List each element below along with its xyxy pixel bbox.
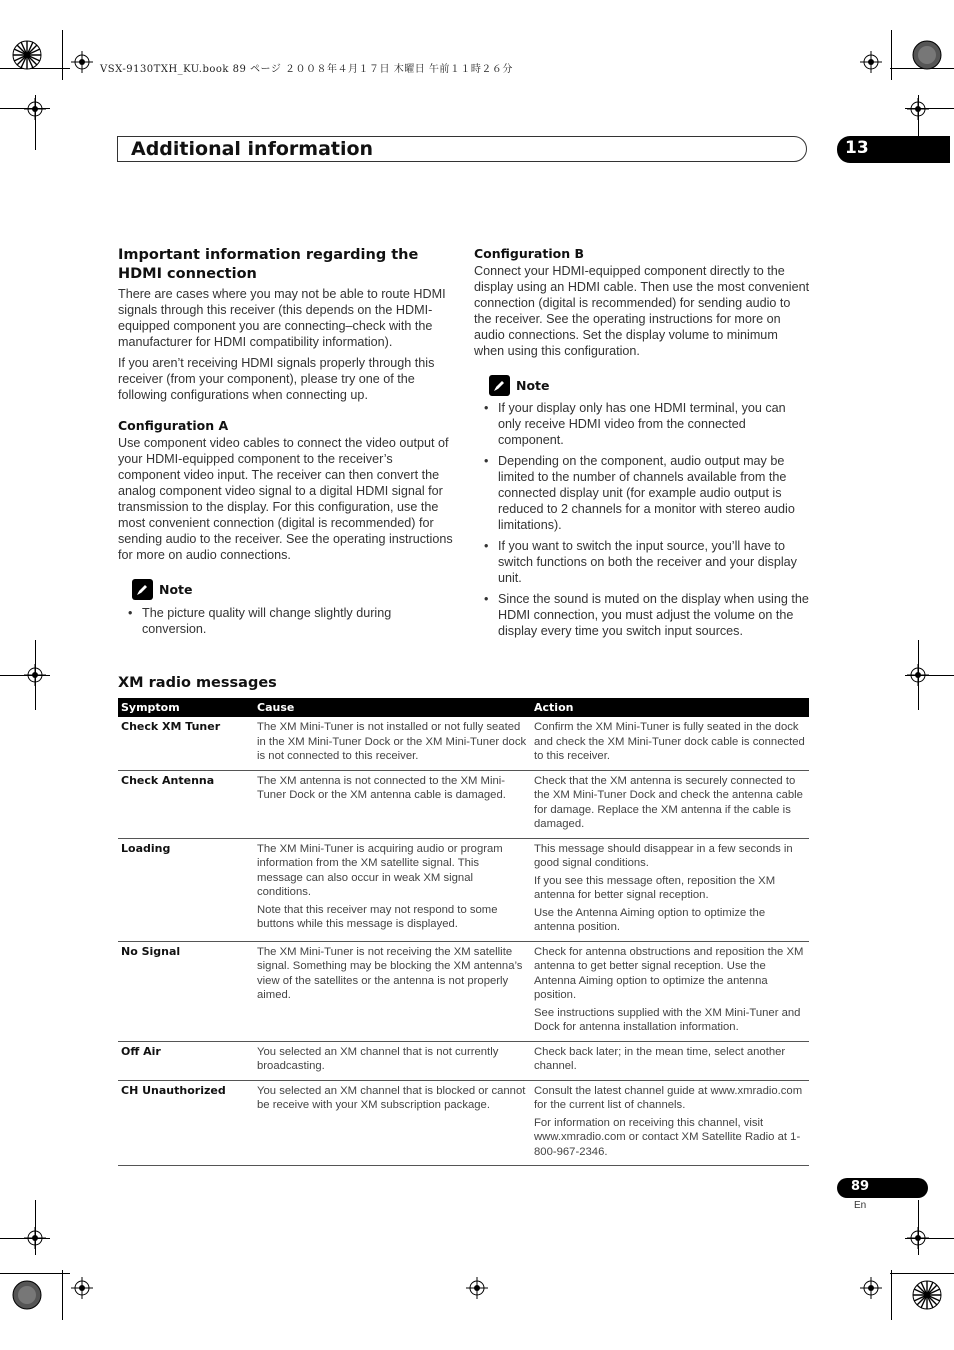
symptom-cell: Check XM Tuner: [118, 717, 254, 770]
action-text: If you see this message often, reposition the XM antenna for better signal reception.: [534, 874, 776, 901]
list-item: • The picture quality will change slightly during conversion.: [118, 605, 454, 637]
table-row: [118, 941, 809, 1041]
action-text: For information on receiving this channel, visit www.xmradio.com or contact XM Satellite Radio at 1-800-967-2346.: [534, 1116, 801, 1158]
action-text: Check back later; in the mean time, select another channel.: [534, 1045, 786, 1072]
cause-cell: [254, 838, 531, 941]
symptom-cell: Off Air: [118, 1041, 254, 1080]
table-row: [118, 717, 809, 770]
note-list: [474, 400, 810, 639]
action-cell: [531, 770, 809, 838]
cause-text: You selected an XM channel that is blocked or cannot be receive with your XM subscription package.: [257, 1084, 526, 1111]
config-a-text: Use component video cables to connect the video output of your HDMI-equipped component to the receiver’s component video input. The receiver can then convert the analog component video signal to a digital HDMI signal for transmission to the display. For this configuration, use the most convenient connection (digital is recommended) for sending audio to the receiver. See the operating instructions for more on audio connections.: [118, 436, 453, 562]
cause-text: The XM Mini-Tuner is acquiring audio or program information from the XM satellite signal. This message can also occur in weak XM signal conditions.: [257, 842, 503, 898]
action-cell: [531, 1080, 809, 1166]
list-item: • Since the sound is muted on the display when using the HDMI connection, you must adjust the volume on the display every time you switch input sources.: [474, 591, 810, 639]
cause-text: The XM Mini-Tuner is not installed or not fully seated in the XM Mini-Tuner Dock or the XM Mini-Tuner dock is not connected to this receiver.: [257, 721, 527, 762]
cause-cell: [254, 1080, 531, 1166]
hdmi-heading: Important information regarding the HDMI connection: [118, 247, 419, 282]
action-cell: [531, 838, 809, 941]
right-column: [474, 246, 810, 644]
note-list: [118, 605, 454, 637]
action-text: Confirm the XM Mini-Tuner is fully seated in the dock and check the XM Mini-Tuner dock cable is connected to this receiver.: [534, 721, 805, 762]
symptom-cell: Check Antenna: [118, 770, 254, 838]
table-row: [118, 770, 809, 838]
cause-cell: [254, 1041, 531, 1080]
xm-messages-table: [118, 698, 809, 1166]
registration-target-icon: [860, 1277, 882, 1299]
chapter-number: 13: [845, 138, 869, 158]
registration-target-icon: [24, 98, 46, 120]
column-header-action: Action: [531, 698, 809, 717]
list-item: • If your display only has one HDMI terminal, you can only receive HDMI video from the connected component.: [474, 400, 810, 448]
action-text: Check that the XM antenna is securely connected to the XM Mini-Tuner Dock and check the antenna cable for damage. Replace the XM antenna if the cable is damaged.: [534, 774, 803, 830]
registration-target-icon: [24, 1227, 46, 1249]
left-column: [118, 246, 454, 642]
pencil-note-icon: [132, 579, 153, 600]
pencil-note-icon: [489, 375, 510, 396]
color-bar-sunburst-icon: [12, 1280, 42, 1310]
registration-target-icon: [24, 664, 46, 686]
column-header-symptom: Symptom: [118, 698, 254, 717]
action-text: Consult the latest channel guide at www.xmradio.com for the current list of channels.: [534, 1084, 803, 1111]
note-label: Note: [159, 582, 193, 597]
language-code: En: [854, 1200, 867, 1211]
xm-heading: XM radio messages: [118, 675, 277, 691]
table-row: [118, 838, 809, 941]
config-b-heading: Configuration B: [474, 246, 584, 261]
action-cell: [531, 717, 809, 770]
cause-cell: [254, 770, 531, 838]
color-bar-sunburst-icon: [12, 40, 42, 70]
action-text: Use the Antenna Aiming option to optimize the antenna position.: [534, 906, 766, 933]
config-b-text: Connect your HDMI-equipped component directly to the display using an HDMI cable. Then use the most convenient connection (digital is recommended) for sending audio to the receiver. See the operating instructions for more on audio connections. Set the display volume to minimum when using this configuration.: [474, 264, 810, 358]
note-label: Note: [516, 378, 550, 393]
print-slug: VSX-9130TXH_KU.book 89 ページ ２００８年４月１７日 木曜日 午前１１時２６分: [100, 64, 513, 75]
table-row: [118, 1080, 809, 1166]
action-text: Check for antenna obstructions and reposition the XM antenna to get better signal reception. Use the Antenna Aiming option to optimize the antenna position.: [534, 945, 804, 1001]
note-heading: [489, 375, 810, 396]
action-cell: [531, 1041, 809, 1080]
page-number: 89: [851, 1179, 870, 1194]
cause-text: Note that this receiver may not respond to some buttons while this message is displayed.: [257, 903, 498, 930]
action-text: This message should disappear in a few seconds in good signal conditions.: [534, 842, 793, 869]
cause-text: The XM Mini-Tuner is not receiving the XM satellite signal. Something may be blocking the XM antenna’s view of the satellites or the antenna is not properly aimed.: [257, 945, 523, 1001]
symptom-cell: No Signal: [118, 941, 254, 1041]
config-a-heading: Configuration A: [118, 418, 229, 433]
action-cell: [531, 941, 809, 1041]
registration-target-icon: [466, 1277, 488, 1299]
cause-text: You selected an XM channel that is not currently broadcasting.: [257, 1045, 499, 1072]
symptom-cell: Loading: [118, 838, 254, 941]
color-bar-sunburst-icon: [912, 1280, 942, 1310]
registration-target-icon: [860, 51, 882, 73]
cause-cell: [254, 717, 531, 770]
list-item: • If you want to switch the input source, you’ll have to switch functions on both the receiver and your display unit.: [474, 538, 810, 586]
registration-target-icon: [907, 98, 929, 120]
hdmi-paragraph-2: If you aren’t receiving HDMI signals properly through this receiver (from your component), please try one of the following configurations when connecting up.: [118, 356, 435, 402]
registration-target-icon: [71, 51, 93, 73]
note-heading: [132, 579, 454, 600]
hdmi-paragraph-1: There are cases where you may not be able to route HDMI signals through this receiver (this depends on the HDMI-equipped component you are connecting–check with the manufacturer for HDMI compatibility information).: [118, 287, 446, 349]
column-header-cause: Cause: [254, 698, 531, 717]
table-header-row: [118, 698, 809, 717]
list-item: • Depending on the component, audio output may be limited to the number of channels available from the connected display unit (for example audio output is reduced to 2 channels for a monitor with stereo audio limitations).: [474, 453, 810, 533]
cause-text: The XM antenna is not connected to the XM Mini-Tuner Dock or the XM antenna cable is damaged.: [257, 774, 506, 801]
page-title: Additional information: [131, 138, 374, 160]
registration-target-icon: [907, 664, 929, 686]
cause-cell: [254, 941, 531, 1041]
symptom-cell: CH Unauthorized: [118, 1080, 254, 1166]
registration-target-icon: [71, 1277, 93, 1299]
table-row: [118, 1041, 809, 1080]
registration-target-icon: [907, 1227, 929, 1249]
color-bar-sunburst-icon: [912, 40, 942, 70]
action-text: See instructions supplied with the XM Mini-Tuner and Dock for antenna installation information.: [534, 1006, 801, 1033]
